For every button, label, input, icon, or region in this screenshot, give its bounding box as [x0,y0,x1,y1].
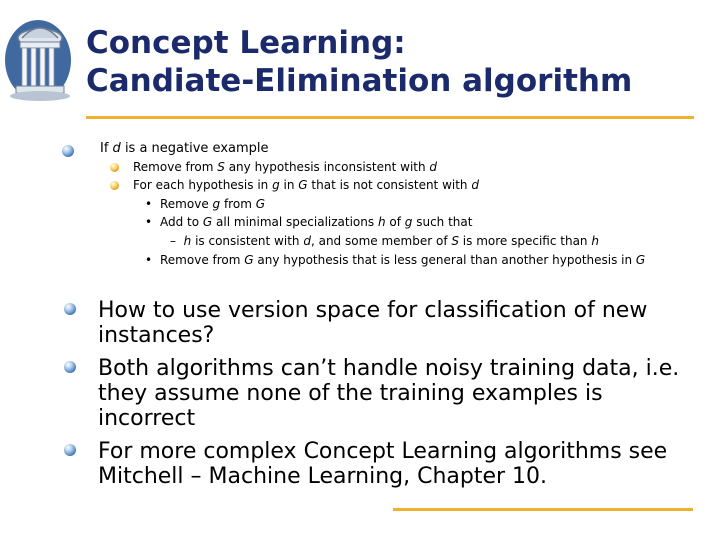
bullet-dot: • [145,215,153,229]
columned-rotunda-icon [2,8,80,106]
title-divider [86,116,694,119]
footer-divider [393,508,693,511]
bullet-icon [62,145,74,157]
bullet-icon [64,361,76,373]
list-item: How to use version space for classification of new instances? [98,298,648,348]
list-item: For more complex Concept Learning algorithms see Mitchell – Machine Learning, Chapter 10. [98,439,668,489]
heading-var: d [112,141,121,156]
title-line-1: Concept Learning: [86,25,406,61]
bullet-icon [64,303,76,315]
list-item: Add to G all minimal specializations h of g such that [160,215,473,229]
page-title [86,24,706,100]
bullet-icon [110,163,119,172]
list-item: Remove from G any hypothesis that is less general than another hypothesis in G [160,253,646,267]
bullet-dot: • [145,197,153,211]
bullet-icon [110,181,119,190]
list-item: – h is consistent with d, and some member of S is more specific than h [170,234,599,248]
negative-example-heading [100,141,269,157]
title-line-2: Candiate-Elimination algorithm [86,63,633,99]
list-item: Remove from S any hypothesis inconsistent with d [133,160,438,174]
list-item: Remove g from G [160,197,266,211]
bullet-icon [64,444,76,456]
heading-text: is a negative example [120,141,269,156]
bullet-dot: • [145,253,153,267]
list-item: For each hypothesis in g in G that is not consistent with d [133,178,479,192]
heading-text: If [100,141,113,156]
list-item: Both algorithms can’t handle noisy training data, i.e. they assume none of the training examples is incorrect [98,356,680,431]
